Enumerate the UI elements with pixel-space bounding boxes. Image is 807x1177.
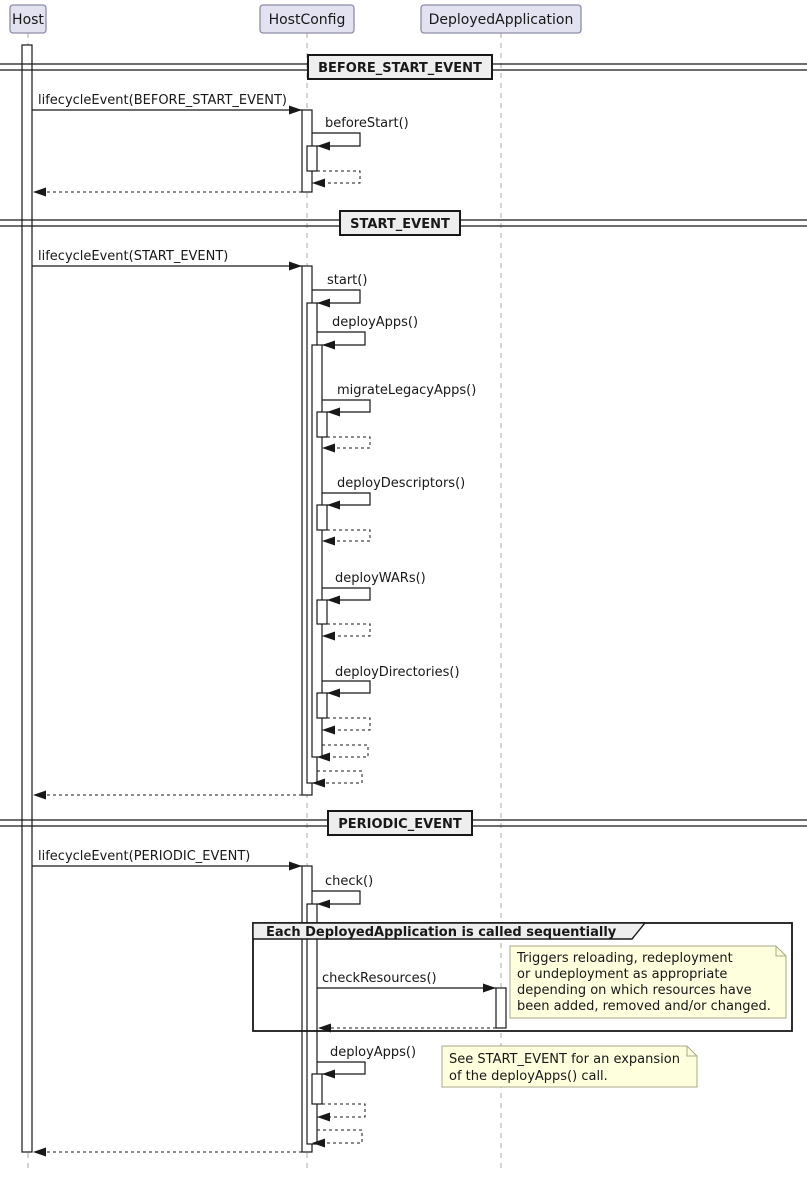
note-triggers-line1: Triggers reloading, redeployment: [517, 951, 733, 966]
participant-hostconfig-label: HostConfig: [268, 12, 346, 28]
return-arrow-check: [312, 1130, 362, 1143]
note-see-start-event-line1: See START_EVENT for an expansion: [449, 1052, 680, 1067]
message-label-checkresources: checkResources(): [322, 971, 437, 986]
divider-start-event-label: START_EVENT: [350, 217, 450, 232]
return-arrow-start: [312, 771, 362, 783]
group-header-label: Each DeployedApplication is called sequentially: [266, 925, 617, 940]
message-label-lifecycle-start: lifecycleEvent(START_EVENT): [38, 249, 229, 264]
message-arrow-check: [312, 891, 360, 904]
message-label-start: start(): [327, 273, 368, 288]
activation-deploydescriptors: [317, 505, 327, 530]
participant-host-label: Host: [12, 12, 44, 28]
return-arrow-migratelegacyapps: [322, 437, 370, 448]
message-label-deployapps: deployApps(): [332, 315, 419, 330]
message-arrow-deploydescriptors: [322, 493, 370, 505]
activation-deploywars: [317, 600, 327, 624]
message-arrow-deployapps: [317, 332, 365, 345]
return-arrow-deploywars: [322, 624, 370, 636]
message-label-deploywars: deployWARs(): [335, 571, 426, 586]
participant-deployedapplication-label: DeployedApplication: [428, 12, 574, 28]
activation-deploydirectories: [317, 693, 327, 718]
message-label-deployapps-periodic: deployApps(): [330, 1045, 417, 1060]
return-arrow-deployapps: [317, 745, 368, 757]
return-arrow-deployapps-periodic: [317, 1104, 365, 1117]
message-arrow-start: [312, 290, 360, 303]
message-arrow-beforestart: [312, 133, 360, 146]
message-arrow-deploywars: [322, 588, 370, 600]
message-label-lifecycle-periodic: lifecycleEvent(PERIODIC_EVENT): [38, 849, 251, 864]
message-label-deploydirectories: deployDirectories(): [335, 665, 460, 680]
activation-deployapps-periodic: [312, 1074, 322, 1104]
message-label-beforestart: beforeStart(): [325, 116, 409, 131]
message-arrow-deployapps-periodic: [317, 1062, 365, 1074]
activation-checkresources: [496, 988, 506, 1028]
divider-before-start-event-label: BEFORE_START_EVENT: [318, 61, 482, 76]
divider-periodic-event-label: PERIODIC_EVENT: [338, 817, 462, 832]
message-label-migratelegacyapps: migrateLegacyApps(): [337, 383, 477, 398]
message-arrow-migratelegacyapps: [322, 400, 370, 412]
message-label-lifecycle-before-start: lifecycleEvent(BEFORE_START_EVENT): [38, 93, 287, 108]
activation-beforestart: [307, 146, 317, 171]
note-triggers-line4: been added, removed and/or changed.: [517, 999, 771, 1014]
message-label-deploydescriptors: deployDescriptors(): [337, 476, 466, 491]
return-arrow-beforestart: [312, 171, 360, 183]
note-see-start-event-line2: of the deployApps() call.: [449, 1069, 608, 1084]
return-arrow-deploydescriptors: [322, 530, 370, 541]
activation-host: [22, 45, 32, 1152]
return-arrow-deploydirectories: [322, 718, 370, 730]
activation-migratelegacyapps: [317, 412, 327, 437]
message-arrow-deploydirectories: [322, 681, 370, 693]
note-triggers-line2: or undeployment as appropriate: [517, 967, 728, 982]
activation-check: [307, 904, 317, 1144]
message-label-check: check(): [325, 874, 374, 889]
note-triggers-line3: depending on which resources have: [517, 983, 752, 998]
